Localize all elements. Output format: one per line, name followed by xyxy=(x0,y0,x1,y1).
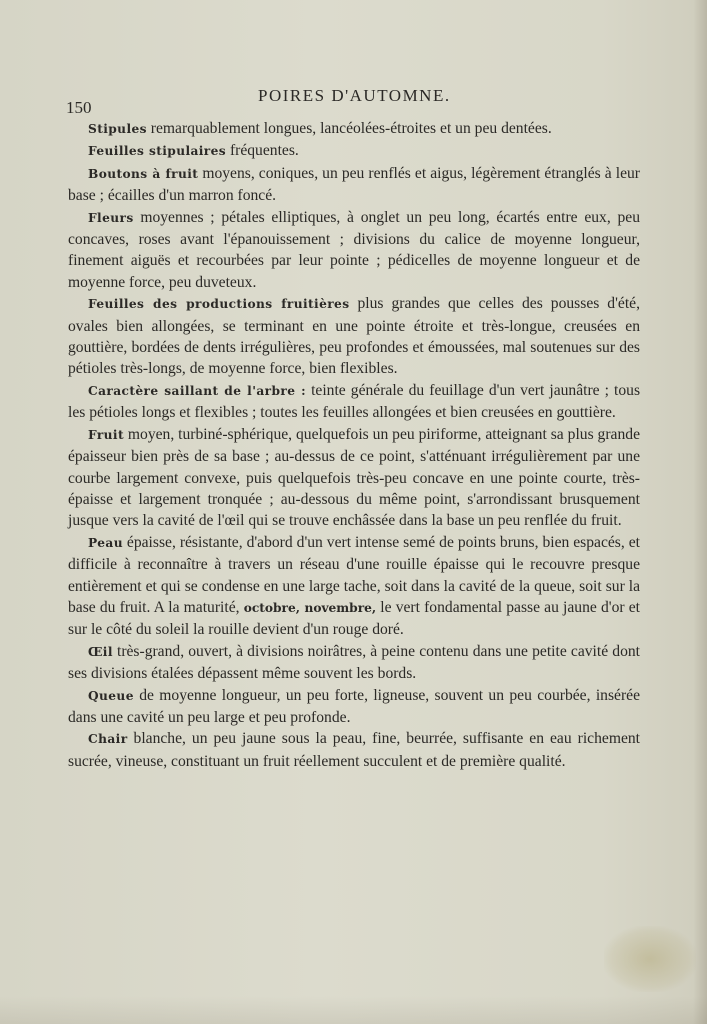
entry-peau xyxy=(68,532,640,641)
entry-text: moyen, turbiné-sphérique, quelquefois un peu piriforme, atteignant sa plus grande épaisseur bien près de sa base ; au-dessus de ce point, s'atténuant irrégulièrement par une courbe largement convexe, puis quelquefois très-peu concave en une pointe courte, très-épaisse et largement tronquée ; au-dessous du même point, s'arrondissant brusquement jusque vers la cavité de l'œil qui se trouve enchâssée dans la base un peu renflée du fruit. xyxy=(68,425,640,530)
entry-oeil xyxy=(68,641,640,685)
entry-feuilles-stipulaires xyxy=(68,140,640,162)
entry-text: teinte générale du feuillage d'un vert jaunâtre ; tous les pétioles longs et flexibles ; toutes les feuilles allongées et bien creusées en gouttière. xyxy=(68,381,641,422)
description-text xyxy=(68,118,640,772)
maturity-months: octobre, novembre, xyxy=(243,600,377,615)
entry-text: moyennes ; pétales elliptiques, à onglet un peu long, écartés entre eux, peu concaves, roses avant l'épanouissement ; divisions du calice de moyenne longueur, finement aiguës et recourbées par leur pointe ; pédicelles de moyenne longueur et de moyenne force, peu duveteux. xyxy=(68,208,640,291)
entry-stipules xyxy=(68,118,640,140)
paper-stain xyxy=(604,926,696,992)
entry-text: moyens, coniques, un peu renflés et aigus, légèrement étranglés à leur base ; écailles d'un marron foncé. xyxy=(68,164,640,205)
entry-text: plus grandes que celles des pousses d'été, ovales bien allongées, se terminant en une pointe étroite et très-longue, creusées en gouttière, bordées de dents irrégulières, peu profondes et émoussées, mal soutenues sur des pétioles très-longs, de moyenne force, bien flexibles. xyxy=(68,295,640,378)
entry-caractere xyxy=(68,380,640,424)
entry-term: Œil xyxy=(88,644,113,659)
page-bottom-shadow xyxy=(0,996,707,1024)
entry-term: Peau xyxy=(88,535,123,550)
entry-term: Fruit xyxy=(88,427,124,442)
page-edge-shadow xyxy=(693,0,707,1024)
entry-text: fréquentes. xyxy=(226,142,299,160)
entry-fleurs xyxy=(68,207,640,294)
entry-term: Feuilles des productions fruitières xyxy=(88,297,350,312)
entry-feuilles-productions xyxy=(68,293,640,380)
entry-text: de moyenne longueur, un peu forte, ligneuse, souvent un peu courbée, insérée dans une cavité un peu large et peu profonde. xyxy=(68,686,640,726)
page-number: 150 xyxy=(66,98,92,117)
entry-text: épaisse, résistante, d'abord d'un vert intense semé de points bruns, bien espacés, et difficile à reconnaître à travers un réseau d'une rouille épaisse qui le recouvre presque entièrement et qui se condense en une large tache, soit dans la cavité de la queue, soit sur la base du fruit. A la maturité, xyxy=(68,533,640,616)
entry-text: blanche, un peu jaune sous la peau, fine, beurrée, suffisante en eau richement sucrée, vineuse, constituant un fruit réellement succulent et de première qualité. xyxy=(68,730,640,770)
entry-text-continued: le vert fondamental passe au jaune d'or et sur le côté du soleil la rouille devient d'un rouge doré. xyxy=(68,598,640,639)
entry-chair xyxy=(68,728,640,772)
entry-term: Stipules xyxy=(88,122,147,136)
running-title: POIRES D'AUTOMNE. xyxy=(258,86,451,105)
entry-term: Chair xyxy=(88,732,128,747)
entry-text: remarquablement longues, lancéolées-étroites et un peu dentées. xyxy=(146,120,552,137)
entry-term: Caractère saillant de l'arbre : xyxy=(88,383,307,398)
entry-term: Boutons à fruit xyxy=(88,166,199,181)
entry-queue xyxy=(68,685,640,729)
entry-text: très-grand, ouvert, à divisions noirâtres, à peine contenu dans une petite cavité dont ses divisions étalées dépassent même souvent les bords. xyxy=(68,642,640,683)
entry-term: Fleurs xyxy=(88,210,134,225)
entry-term: Queue xyxy=(88,688,134,703)
entry-fruit xyxy=(68,424,640,532)
entry-boutons xyxy=(68,163,640,207)
entry-term: Feuilles stipulaires xyxy=(88,144,227,159)
